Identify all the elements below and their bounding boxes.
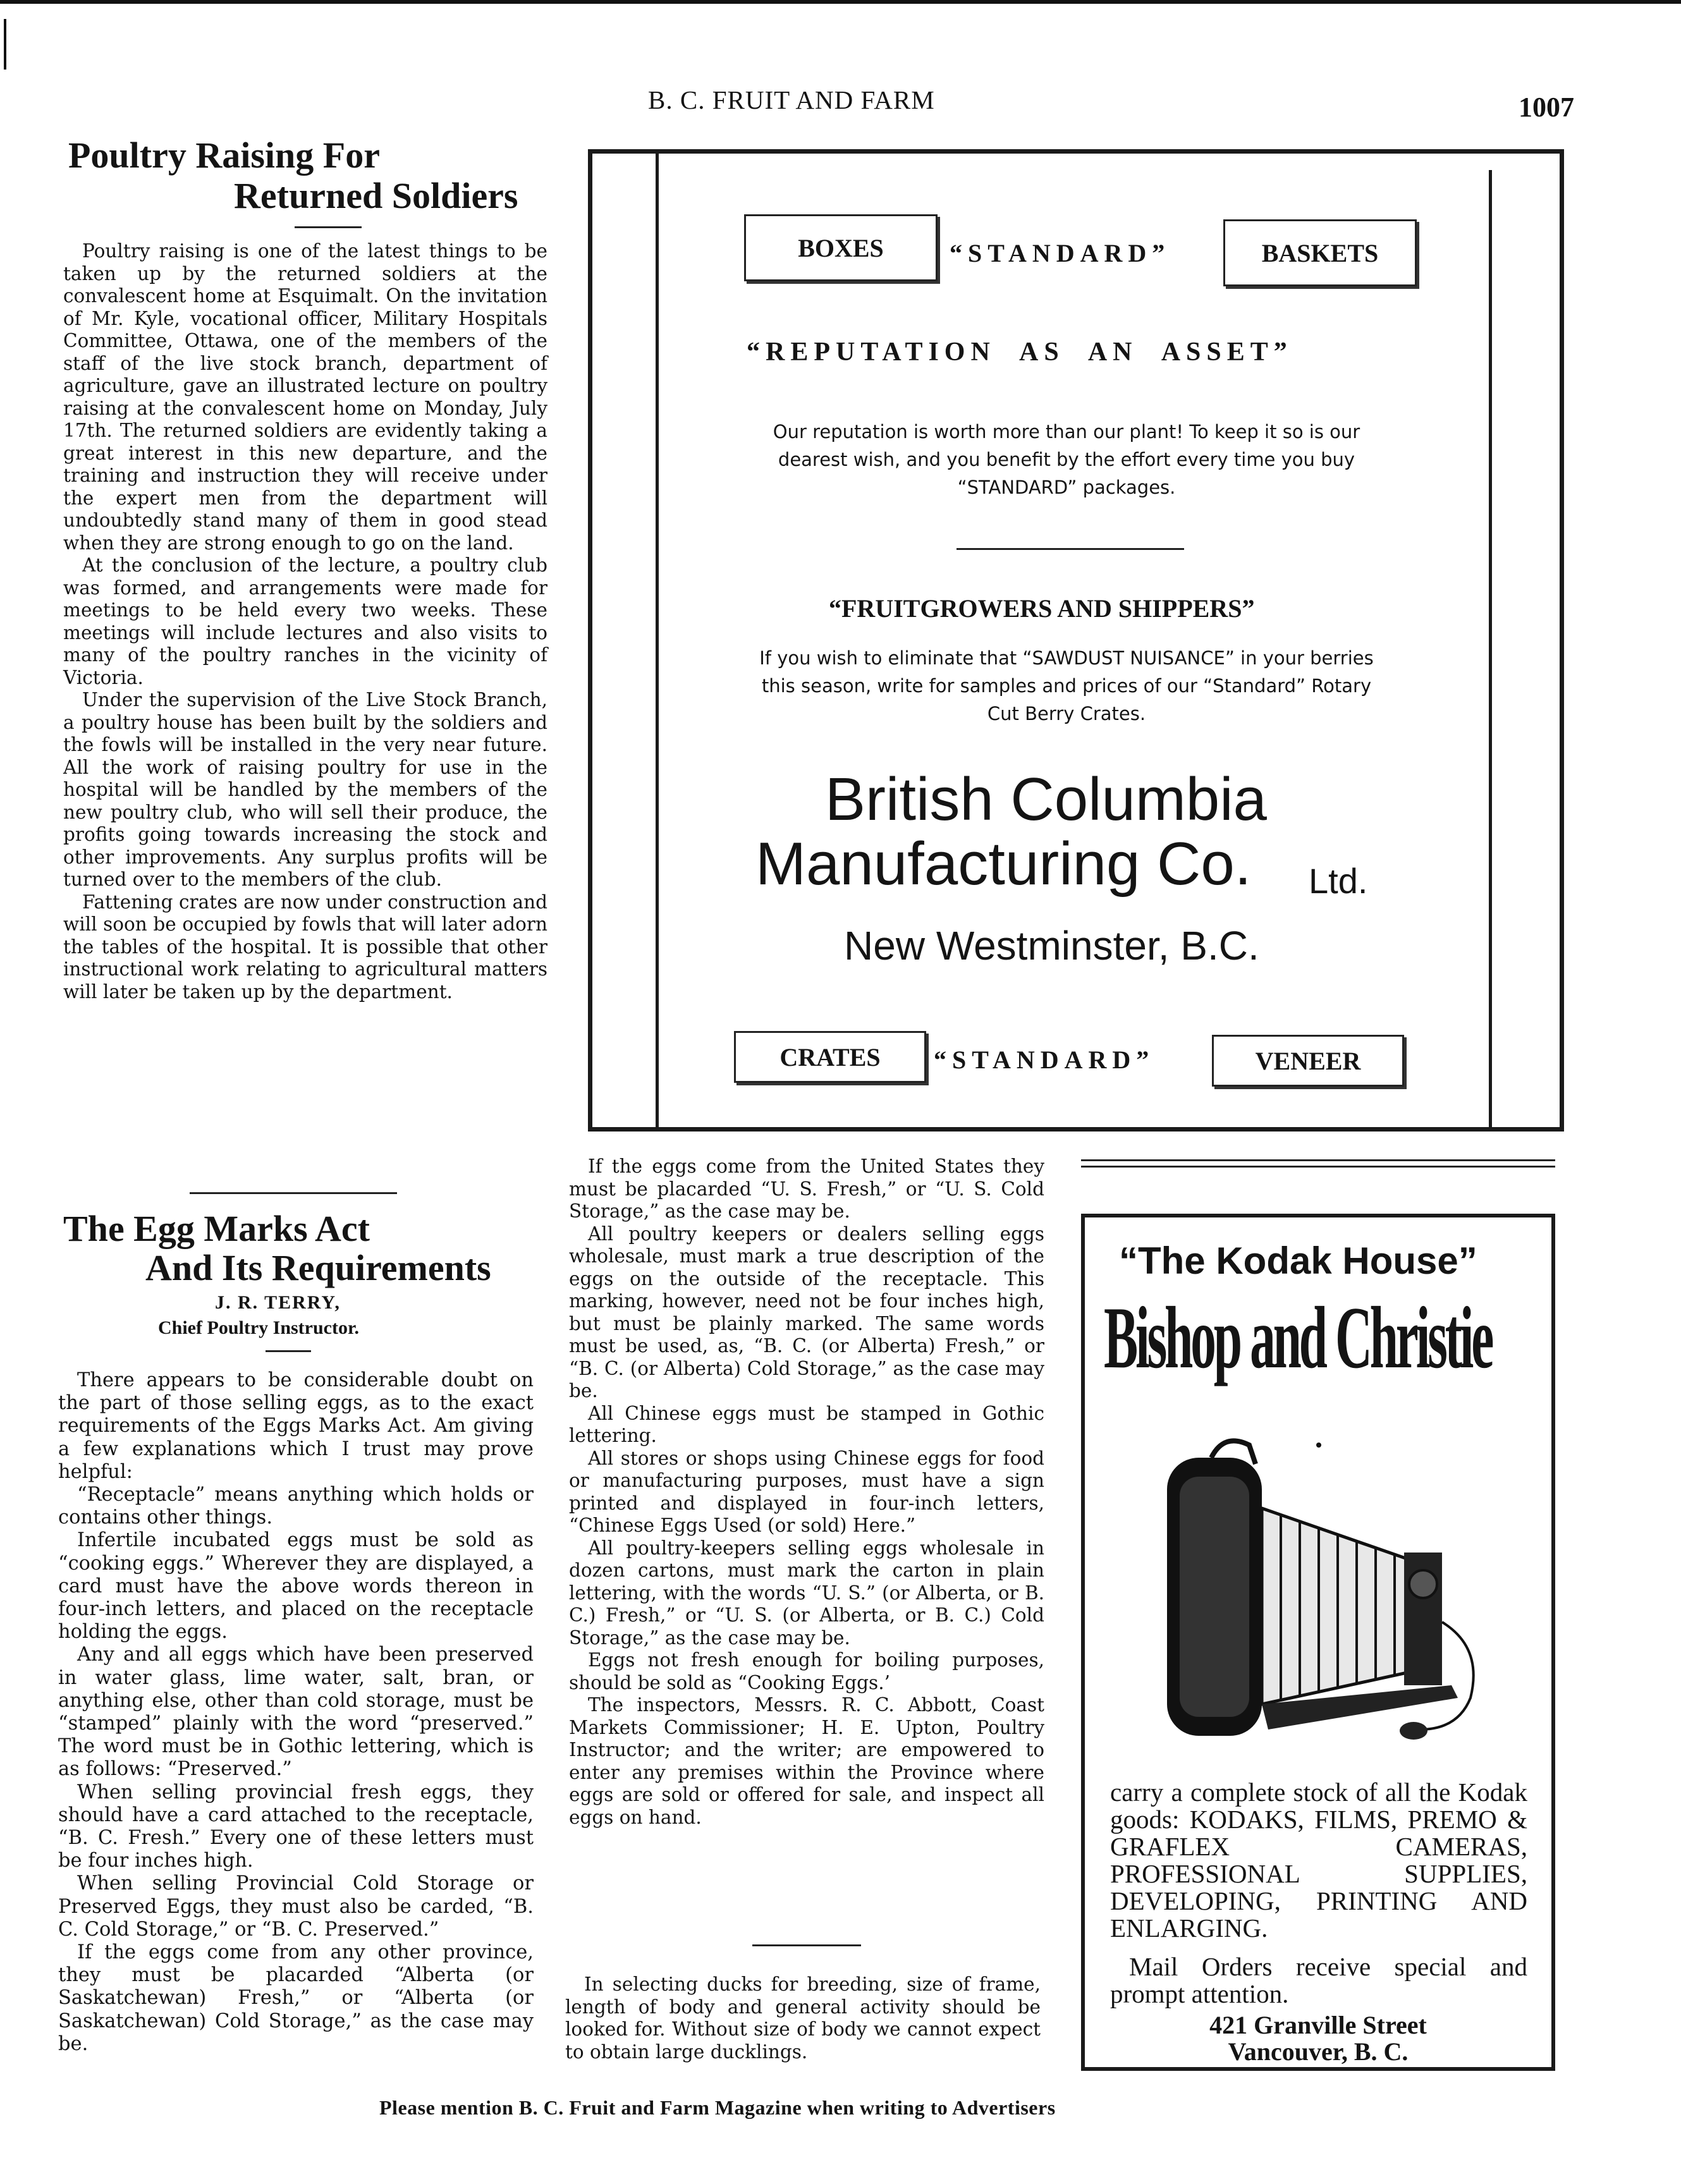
label-veneer: VENEER: [1212, 1035, 1404, 1087]
company-suffix: Ltd.: [1309, 861, 1368, 901]
page-footer: Please mention B. C. Fruit and Farm Magazine when writing to Advertisers: [379, 2096, 1056, 2119]
paragraph: If the eggs come from the United States they must be placarded “U. S. Fresh,” or “U. S. Cold Storage,” as the case may be.: [569, 1156, 1044, 1222]
company-name-line2: Manufacturing Co.: [755, 830, 1252, 898]
label-crates: CRATES: [734, 1031, 926, 1083]
kodak-address-city: Vancouver, B. C.: [1228, 2037, 1409, 2066]
standard-label: “STANDARD”: [934, 1046, 1155, 1074]
author-name: J. R. TERRY,: [215, 1292, 341, 1313]
ad-headline-reputation: “REPUTATION AS AN ASSET”: [747, 338, 1293, 367]
section-divider: [752, 1944, 861, 1946]
article1-title-line1: Poultry Raising For: [68, 135, 380, 176]
paragraph: All Chinese eggs must be stamped in Gothic lettering.: [569, 1402, 1044, 1446]
article2-title-line1: The Egg Marks Act: [63, 1208, 370, 1249]
paragraph: When selling provincial fresh eggs, they should have a card attached to the receptacle, “B. C. Fresh.” Every one of these letters must be four inches high.: [58, 1781, 534, 1872]
kodak-address-street: 421 Granville Street: [1209, 2011, 1427, 2039]
ad-divider: [957, 548, 1184, 550]
paragraph: All stores or shops using Chinese eggs for food or manufacturing purposes, must have a sign printed and displayed in four-inch letters, “Chinese Eggs Used (or sold) Here.”: [569, 1447, 1044, 1536]
paragraph: “Receptacle” means anything which holds or contains other things.: [58, 1484, 534, 1529]
paragraph: All poultry-keepers selling eggs wholesale in dozen cartons, must mark the carton in plain lettering, with the words “U. S.” (or Alberta, or B. C.) Fresh,” or “U. S. (or Alberta, or B. C.) Cold Storage,” as the case may be.: [569, 1537, 1044, 1649]
company-location: New Westminster, B.C.: [844, 923, 1259, 968]
ad-separator: [1081, 1159, 1555, 1161]
paragraph: If the eggs come from any other province, they must be placarded “Alberta (or Saskatchewan) Fresh,” or “Alberta (or Saskatchewan) Cold Storage,” as the case may be.: [58, 1941, 534, 2055]
paragraph: Any and all eggs which have been preserved in water glass, lime water, salt, bran, or anything else, other than cold storage, must be “stamped” plainly with the word “preserved.” The word must be in Gothic lettering, which is as follows: “Preserved.”: [58, 1644, 534, 1781]
ad-tagline: “The Kodak House”: [1119, 1240, 1477, 1282]
ad-headline-fruitgrowers: “FRUITGROWERS AND SHIPPERS”: [829, 594, 1255, 623]
page-edge-mark: [0, 0, 1681, 4]
paragraph: Fattening crates are now under construction and will soon be occupied by fowls that will later adorn the tables of the hospital. It is possible that other instructional work relating to agricultural matters will later be taken up by the department.: [63, 891, 547, 1003]
label-boxes: BOXES: [744, 214, 938, 281]
ad-border-line: [656, 154, 659, 1127]
article1-title-line2: Returned Soldiers: [234, 175, 518, 216]
running-header: B. C. FRUIT AND FARM: [648, 85, 935, 114]
title-underline: [266, 1350, 311, 1352]
paragraph: Eggs not fresh enough for boiling purposes, should be sold as “Cooking Eggs.’: [569, 1649, 1044, 1693]
ad-separator: [1081, 1166, 1555, 1168]
author-title: Chief Poultry Instructor.: [158, 1317, 360, 1338]
article2-body-col1: [58, 1369, 534, 2056]
article2-body-col2: [569, 1156, 1044, 1829]
company-name-line1: British Columbia: [825, 766, 1267, 833]
paragraph: When selling Provincial Cold Storage or Preserved Eggs, they must also be carded, “B. C. Cold Storage,” or “B. C. Preserved.”: [58, 1872, 534, 1941]
ad-body-reputation: Our reputation is worth more than our plant! To keep it so is our dearest wish, and you benefit by the effort every time you buy “STANDARD” packages.: [773, 421, 1360, 498]
ad-border-line: [1489, 170, 1492, 1127]
ducks-note: [565, 1974, 1041, 2063]
paragraph: Under the supervision of the Live Stock Branch, a poultry house has been built by the soldiers and the fowls will be installed in the very near future. All the work of raising poultry for use in the hospital will be handled by the members of the new poultry club, who will sell their produce, the profits going towards increasing the stock and other improvements. Any surplus profits will be turned over to the members of the club.: [63, 689, 547, 890]
page-edge-mark: [4, 19, 6, 70]
paragraph: All poultry keepers or dealers selling eggs wholesale, must mark a true description of the eggs on the outside of the receptacle. This marking, however, need not be four inches high, but must be plainly marked. The same words must be used, as, “B. C. (or Alberta) Fresh,” or “B. C. (or Alberta) Cold Storage,” as the case may be.: [569, 1223, 1044, 1401]
article1-body: [63, 240, 547, 1003]
title-underline: [295, 226, 362, 228]
folding-camera-illustration: [1154, 1432, 1508, 1761]
paragraph: Infertile incubated eggs must be sold as “cooking eggs.” Wherever they are displayed, a card must have the above words thereon in four-inch letters, and placed on the receptacle holding the eggs.: [58, 1529, 534, 1644]
bc-manufacturing-ad: [588, 149, 1564, 1132]
page-number: 1007: [1519, 92, 1574, 123]
store-name: Bishop and Christie: [1104, 1289, 1492, 1387]
paragraph: Poultry raising is one of the latest things to be taken up by the returned soldiers at the convalescent home at Esquimalt. On the invitation of Mr. Kyle, vocational officer, Military Hospitals Committee, Ottawa, one of the members of the staff of the live stock branch, department of agriculture, gave an illustrated lecture on poultry raising at the convalescent home on Monday, July 17th. The returned soldiers are evidently taking a great interest in this new departure, and the training and instruction they will receive under the expert men from the department will undoubtedly stand many of them in good stead when they are strong enough to go on the land.: [63, 240, 547, 554]
paragraph: In selecting ducks for breeding, size of frame, length of body and general activity should be looked for. Without size of body we cannot expect to obtain large ducklings.: [565, 1974, 1041, 2063]
paragraph: There appears to be considerable doubt on the part of those selling eggs, as to the exact requirements of the Eggs Marks Act. Am giving a few explanations which I trust may prove helpful:: [58, 1369, 534, 1483]
ad-body-fruitgrowers: If you wish to eliminate that “SAWDUST NUISANCE” in your berries this season, write for samples and prices of our “Standard” Rotary Cut Berry Crates.: [759, 647, 1374, 724]
paragraph: At the conclusion of the lecture, a poultry club was formed, and arrangements were made for meetings to be held every two weeks. These meetings will include lectures and also visits to many of the poultry ranches in the vicinity of Victoria.: [63, 554, 547, 688]
standard-label: “STANDARD”: [950, 239, 1171, 267]
section-divider: [190, 1192, 397, 1194]
camera-bellows-icon: [1262, 1508, 1407, 1704]
kodak-ad-body: carry a complete stock of all the Kodak goods: KODAKS, FILMS, PREMO & GRAFLEX CAMERAS, PROFESSIONAL SUPPLIES, DEVELOPING, PRINTING AND ENLARGING.: [1110, 1778, 1527, 1943]
kodak-ad-mail: Mail Orders receive special and prompt attention.: [1110, 1952, 1527, 2008]
paragraph: The inspectors, Messrs. R. C. Abbott, Coast Markets Commissioner; H. E. Upton, Poultry Instructor; and the writer; are empowered to enter any premises within the Province where eggs are sold or offered for sale, and inspect all eggs on hand.: [569, 1694, 1044, 1828]
article2-title-line2: And Its Requirements: [145, 1247, 491, 1288]
label-baskets: BASKETS: [1223, 219, 1417, 286]
kodak-house-ad: [1081, 1214, 1555, 2071]
